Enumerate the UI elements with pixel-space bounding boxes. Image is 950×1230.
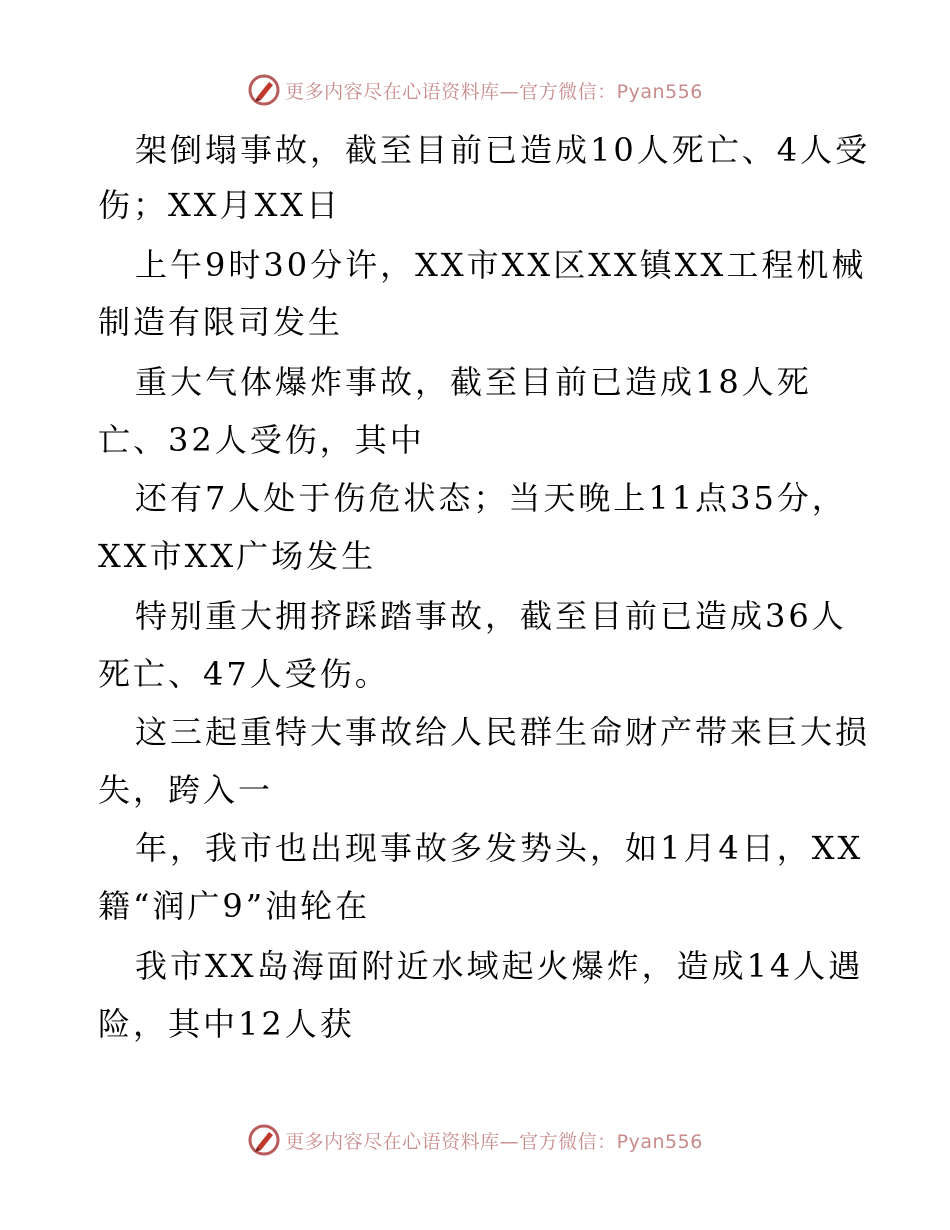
watermark-text: 更多内容尽在心语资料库—官方微信：Pyan556	[285, 1130, 703, 1153]
text-line: 伤；XX月XX日	[98, 186, 342, 224]
text-line: 籍“润广9”油轮在	[98, 887, 371, 925]
text-line: 失，跨入一	[98, 771, 274, 809]
text-line: 险，其中12人获	[98, 1005, 355, 1043]
text-line: 我市XX岛海面附近水域起火爆炸，造成14人遇	[135, 947, 864, 985]
text-line: 死亡、47人受伤。	[98, 655, 390, 693]
header-watermark	[0, 70, 950, 110]
pen-logo-icon	[247, 73, 281, 107]
text-line: 年，我市也出现事故多发势头，如1月4日，XX	[135, 829, 864, 867]
text-line: 还有7人处于伤危状态；当天晚上11点35分，	[135, 479, 847, 517]
text-line: 特别重大拥挤踩踏事故，截至目前已造成36人	[135, 597, 847, 635]
text-line: XX市XX广场发生	[98, 537, 377, 575]
pen-logo-icon	[247, 1123, 281, 1157]
text-line: 亡、32人受伤，其中	[98, 421, 425, 459]
text-line: 架倒塌事故，截至目前已造成10人死亡、4人受	[135, 131, 871, 169]
watermark-text: 更多内容尽在心语资料库—官方微信：Pyan556	[285, 80, 703, 103]
text-line: 上午9时30分许，XX市XX区XX镇XX工程机械	[135, 246, 867, 284]
text-line: 制造有限司发生	[98, 303, 344, 341]
footer-watermark	[0, 1120, 950, 1160]
text-line: 重大气体爆炸事故，截至目前已造成18人死	[135, 363, 812, 401]
text-line: 这三起重特大事故给人民群生命财产带来巨大损	[135, 713, 871, 751]
